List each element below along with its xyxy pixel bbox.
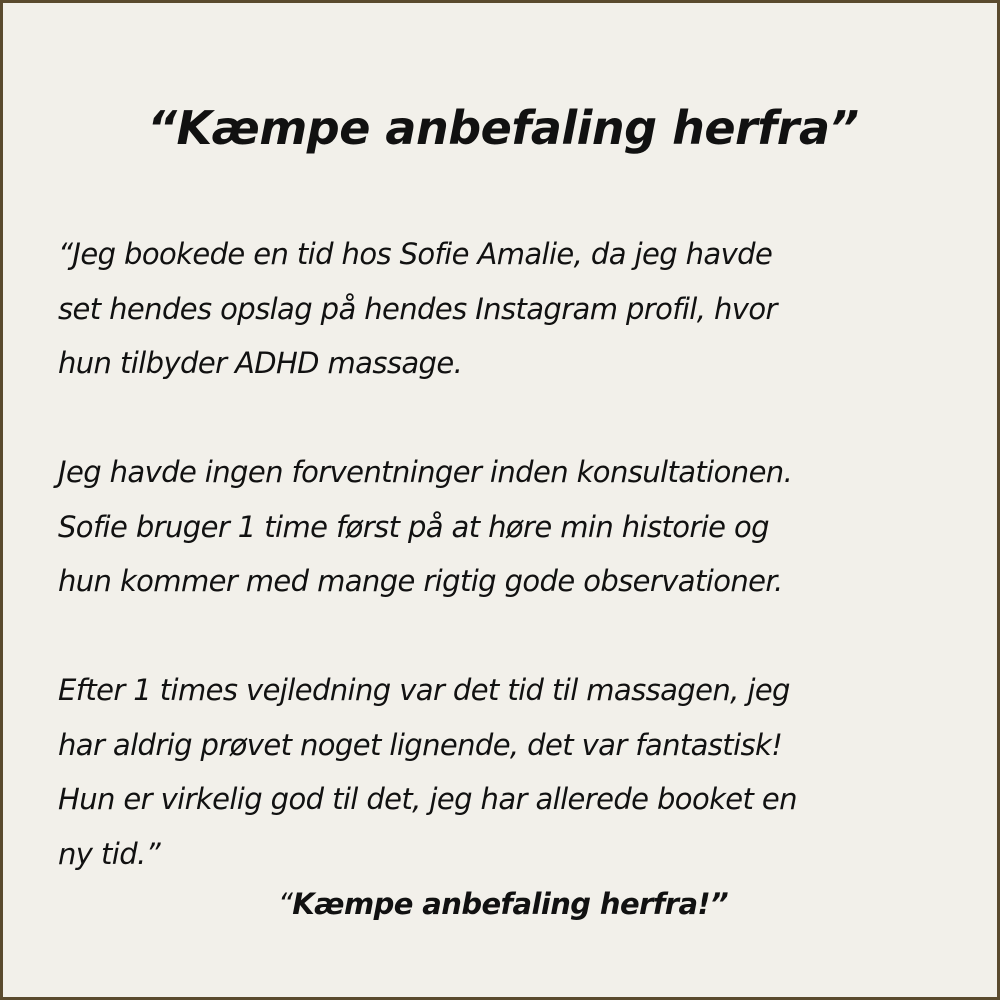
testimonial-title: “Kæmpe anbefaling herfra” — [147, 101, 859, 155]
testimonial-line: Jeg havde ingen forventninger inden konsultationen. — [58, 455, 793, 489]
testimonial-body — [58, 227, 978, 881]
testimonial-paragraph — [58, 227, 978, 391]
testimonial-signoff — [3, 877, 1000, 931]
testimonial-paragraph — [58, 663, 978, 881]
testimonial-line: set hendes opslag på hendes Instagram profil, hvor — [58, 291, 777, 326]
testimonial-line: Sofie bruger 1 time først på at høre min historie og — [58, 509, 769, 544]
signoff-text: Kæmpe anbefaling herfra!” — [292, 887, 729, 921]
testimonial-line: hun kommer med mange rigtig gode observationer. — [58, 564, 783, 598]
testimonial-line: ny tid.” — [58, 836, 161, 871]
testimonial-line: Hun er virkelig god til det, jeg har allerede booket en — [58, 782, 797, 816]
testimonial-paragraph — [58, 445, 978, 609]
testimonial-line: har aldrig prøvet noget lignende, det var fantastisk! — [58, 727, 783, 762]
testimonial-line: hun tilbyder ADHD massage. — [58, 346, 463, 380]
testimonial-line: Efter 1 times vejledning var det tid til massagen, jeg — [58, 673, 790, 707]
testimonial-line: “Jeg bookede en tid hos Sofie Amalie, da jeg havde — [58, 237, 773, 271]
signoff-open-quote: “ — [277, 887, 293, 921]
